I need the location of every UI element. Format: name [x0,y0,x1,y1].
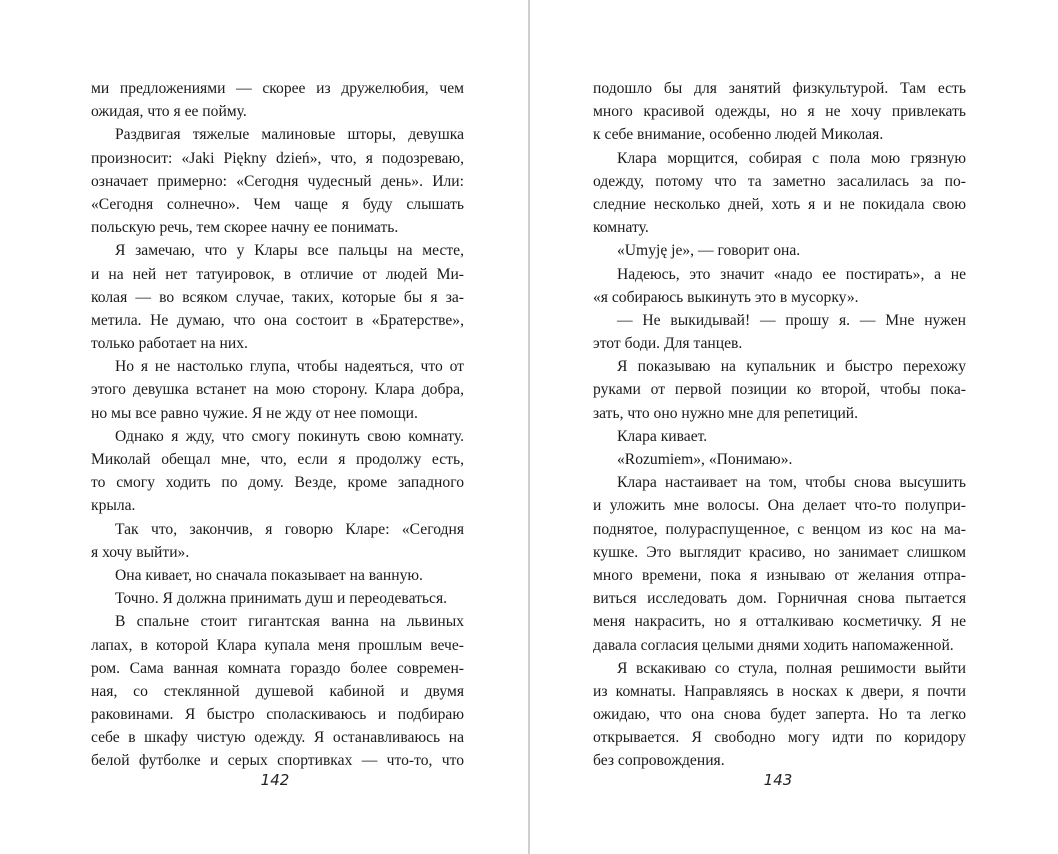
text-line: Миколай обещал мне, что, если я продолжу есть, [91,451,464,468]
text-line: следние несколько дней, хоть я и не покидала свою [593,195,966,213]
text-line: зать, что оно нужно мне для репетиций. [593,404,859,422]
left-page-text [91,77,464,773]
text-line: произносит: «Jaki Piękny dzień», что, я подозреваю, [91,149,464,167]
text-line: виться исследовать дом. Горничная снова пытается [593,590,966,608]
text-line: означает примерно: «Сегодня чудесный день». Или: [91,172,464,190]
left-page [0,0,528,854]
text-line: белой футболке и серых спортивках — что-то, что [91,752,464,770]
text-line: «я собираюсь выкинуть это в мусорку». [593,288,859,306]
text-line: польскую речь, тем скорее начну ее понимать. [91,219,399,237]
page-number-left: 142 [260,771,290,789]
text-line: Я показываю на купальник и быстро перехожу [617,358,966,376]
text-line: давала согласия целыми днями ходить напомаженной. [593,636,954,654]
text-line: то смогу ходить по дому. Везде, кроме западного [91,474,464,492]
text-line: Так что, закончив, я говорю Кларе: «Сегодня [115,520,464,538]
text-line: подошло бы для занятий физкультурой. Там есть [593,80,966,97]
text-line: ная, со стеклянной душевой кабиной и двумя [91,682,464,700]
text-line: лапах, в которой Клара купала меня прошлым вече- [91,636,464,654]
text-line: Клара морщится, собирая с пола мою грязную [617,149,966,167]
right-page [530,0,1058,854]
text-line: поднятое, полураспущенное, с венцом из кос на ма- [593,520,966,538]
text-line: Однако я жду, что смогу покинуть свою комнату. [115,427,464,445]
text-line: к себе внимание, особенно людей Миколая. [593,126,884,144]
text-line: Клара настаивает на том, чтобы снова высушить [617,474,966,492]
text-line: ром. Сама ванная комната гораздо более современ- [91,659,464,677]
text-line: Раздвигая тяжелые малиновые шторы, девушка [115,126,464,144]
text-line: ожидая, что я ее пойму. [91,103,247,121]
text-line: раковинами. Я быстро споласкиваюсь и подбираю [91,706,464,724]
text-line: Я вскакиваю со стула, полная решимости выйти [617,659,966,677]
text-line: себе в шкафу чистую одежду. Я останавливаюсь на [91,729,464,747]
text-line: я хочу выйти». [91,543,190,561]
text-line: крыла. [91,497,136,515]
text-line: «Umyję je», — говорит она. [617,242,801,260]
text-line: много красивой одежды, но я не хочу привлекать [593,103,966,121]
text-line: и уложить мне волосы. Она делает что-то полупри- [593,497,966,515]
text-line: меня накрасить, но я отталкиваю косметичку. Я не [593,613,966,631]
page-number-right: 143 [763,771,793,789]
text-line: и на ней нет татуировок, в отличие от людей Ми- [91,265,464,283]
text-line: В спальне стоит гигантская ванна на львиных [115,613,464,631]
text-line: но мы все равно чужие. Я не жду от нее помощи. [91,404,418,422]
text-line: колая — во всяком случае, таких, которые бы я за- [91,288,464,306]
text-line: Клара кивает. [617,427,708,445]
text-line: ми предложениями — скорее из дружелюбия, чем [91,80,464,97]
text-line: Надеюсь, это значит «надо ее постирать», а не [617,265,966,283]
text-line: открывается. Я свободно могу идти по коридору [593,729,966,747]
text-line: Точно. Я должна принимать душ и переодеваться. [115,590,448,608]
text-line: этот боди. Для танцев. [593,335,743,353]
text-line: кушке. Это выглядит красиво, но занимает слишком [593,543,966,561]
text-line: Она кивает, но сначала показывает на ванную. [115,566,423,584]
text-line: этого девушка встанет на мою сторону. Клара добра, [91,381,464,399]
text-line: Я замечаю, что у Клары все пальцы на месте, [115,242,464,260]
text-line: из комнаты. Направляясь в носках к двери, я почти [593,682,966,700]
text-line: Но я не настолько глупа, чтобы надеяться, что от [115,358,464,376]
right-page-text [593,77,966,773]
text-line: только работает на них. [91,335,248,353]
text-line: без сопровождения. [593,752,725,770]
text-line: руками от первой позиции ко второй, чтобы пока- [593,381,966,399]
text-line: «Rozumiem», «Понимаю». [617,451,793,468]
text-line: много времени, пока я изнываю от желания отпра- [593,566,966,584]
text-line: одежду, потому что та заметно засалилась за по- [593,172,966,190]
text-line: метила. Не думаю, что она состоит в «Братерстве», [91,311,464,329]
text-line: — Не выкидывай! — прошу я. — Мне нужен [617,311,966,329]
text-line: ожидаю, что она снова будет заперта. Но та легко [593,706,966,724]
text-line: «Сегодня солнечно». Чем чаще я буду слышать [91,195,464,213]
text-line: комнату. [593,219,649,237]
